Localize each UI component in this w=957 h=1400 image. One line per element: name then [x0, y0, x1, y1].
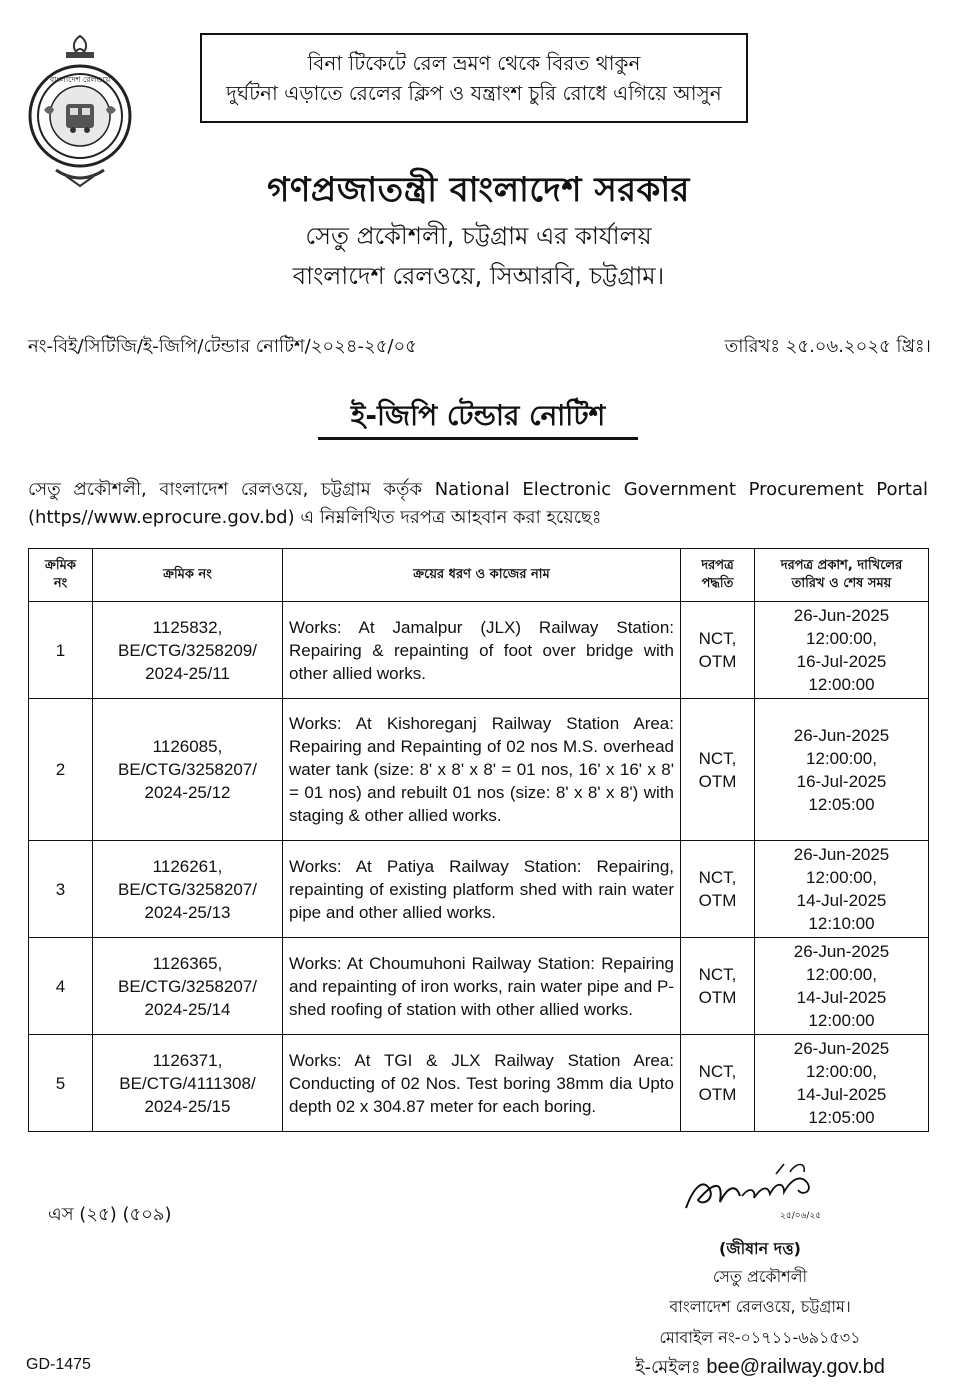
header-sl: ক্রমিক নং	[29, 549, 93, 602]
cell-dates: 26-Jun-2025 12:00:00, 16-Jul-2025 12:00:00	[755, 602, 929, 699]
header-date: দরপত্র প্রকাশ, দাখিলের তারিখ ও শেষ সময়	[755, 549, 929, 602]
reference-code: এস (২৫) (৫০৯)	[48, 1204, 172, 1225]
handwritten-signature	[680, 1156, 830, 1226]
slogan-line-2: দুর্ঘটনা এড়াতে রেলের ক্লিপ ও যন্ত্রাংশ চুরি রোধে এগিয়ে আসুন	[226, 81, 722, 105]
signatory-organization: বাংলাদেশ রেলওয়ে, চট্টগ্রাম।	[669, 1297, 851, 1316]
office-line-1: সেতু প্রকৌশলী, চট্টগ্রাম এর কার্যালয়	[305, 222, 652, 250]
cell-method: NCT, OTM	[681, 938, 755, 1035]
cell-method: NCT, OTM	[681, 841, 755, 938]
cell-work: Works: At Patiya Railway Station: Repairing, repainting of existing platform shed with rain water pipe and other allied works.	[283, 841, 681, 938]
table-row	[29, 1035, 929, 1132]
email-label: ই-মেইলঃ	[635, 1357, 701, 1378]
signatory-name: (জীষান দত্ত)	[719, 1239, 801, 1258]
cell-sl: 4	[29, 938, 93, 1035]
table-row	[29, 841, 929, 938]
cell-sl: 3	[29, 841, 93, 938]
gd-code: GD-1475	[26, 1356, 91, 1373]
table-row	[29, 938, 929, 1035]
table-header-row	[29, 549, 929, 602]
cell-ref: 1126261, BE/CTG/3258207/ 2024-25/13	[93, 841, 283, 938]
cell-work: Works: At Kishoreganj Railway Station Area: Repairing and Repainting of 02 nos M.S. overhead water tank (size: 8' x 8' x 8' = 01 nos, 16' x 16' x 8' = 01 nos) and rebuilt 01 nos (size: 8' x 8' x 8') with staging & other allied works.	[283, 699, 681, 841]
cell-ref: 1126085, BE/CTG/3258207/ 2024-25/12	[93, 699, 283, 841]
memo-number: নং-বিই/সিটিজি/ই-জিপি/টেন্ডার নোটিশ/২০২৪-২৫/০৫	[28, 336, 417, 357]
cell-ref: 1126365, BE/CTG/3258207/ 2024-25/14	[93, 938, 283, 1035]
signatory-designation: সেতু প্রকৌশলী	[712, 1267, 808, 1286]
slogan-box	[200, 33, 748, 123]
cell-sl: 5	[29, 1035, 93, 1132]
signature-date: ২৫/০৬/২৫	[780, 1211, 822, 1221]
cell-dates: 26-Jun-2025 12:00:00, 14-Jul-2025 12:10:00	[755, 841, 929, 938]
notice-title: ই-জিপি টেন্ডার নোটিশ	[318, 396, 638, 440]
cell-dates: 26-Jun-2025 12:00:00, 16-Jul-2025 12:05:00	[755, 699, 929, 841]
office-line-2: বাংলাদেশ রেলওয়ে, সিআরবি, চট্টগ্রাম।	[292, 262, 665, 290]
signatory-email-line	[600, 1353, 920, 1384]
memo-date: তারিখঃ ২৫.০৬.২০২৫ খ্রিঃ।	[724, 336, 931, 357]
cell-sl: 2	[29, 699, 93, 841]
cell-work: Works: At Choumuhoni Railway Station: Repairing and repainting of iron works, rain water pipe and P-shed roofing of station with other allied works.	[283, 938, 681, 1035]
cell-ref: 1125832, BE/CTG/3258209/ 2024-25/11	[93, 602, 283, 699]
cell-work: Works: At TGI & JLX Railway Station Area: Conducting of 02 Nos. Test boring 38mm dia Upto depth 02 x 304.87 meter for each boring.	[283, 1035, 681, 1132]
logo-text: বাংলাদেশ রেলওয়ে	[49, 75, 111, 84]
cell-ref: 1126371, BE/CTG/4111308/ 2024-25/15	[93, 1035, 283, 1132]
cell-dates: 26-Jun-2025 12:00:00, 14-Jul-2025 12:05:00	[755, 1035, 929, 1132]
table-row	[29, 699, 929, 841]
cell-sl: 1	[29, 602, 93, 699]
cell-work: Works: At Jamalpur (JLX) Railway Station: Repairing & repainting of foot over bridge with other allied works.	[283, 602, 681, 699]
header-work: ক্রয়ের ধরণ ও কাজের নাম	[283, 549, 681, 602]
cell-dates: 26-Jun-2025 12:00:00, 14-Jul-2025 12:00:00	[755, 938, 929, 1035]
slogan-line-1: বিনা টিকেটে রেল ভ্রমণ থেকে বিরত থাকুন	[307, 51, 641, 75]
table-row	[29, 602, 929, 699]
signatory-mobile: মোবাইল নং-০১৭১১-৬৯১৫৩১	[659, 1328, 861, 1347]
cell-method: NCT, OTM	[681, 1035, 755, 1132]
government-title: গণপ্রজাতন্ত্রী বাংলাদেশ সরকার	[267, 170, 690, 210]
cell-method: NCT, OTM	[681, 699, 755, 841]
email-address[interactable]: bee@railway.gov.bd	[706, 1356, 885, 1378]
header-method: দরপত্র পদ্ধতি	[681, 549, 755, 602]
header-ref: ক্রমিক নং	[93, 549, 283, 602]
cell-method: NCT, OTM	[681, 602, 755, 699]
tender-table	[28, 548, 929, 1132]
intro-paragraph: সেতু প্রকৌশলী, বাংলাদেশ রেলওয়ে, চট্টগ্রাম কর্তৃক National Electronic Government Procurement Portal (https//www.eprocure.gov.bd) এ নিম্নলিখিত দরপত্র আহবান করা হয়েছেঃ	[28, 479, 928, 528]
